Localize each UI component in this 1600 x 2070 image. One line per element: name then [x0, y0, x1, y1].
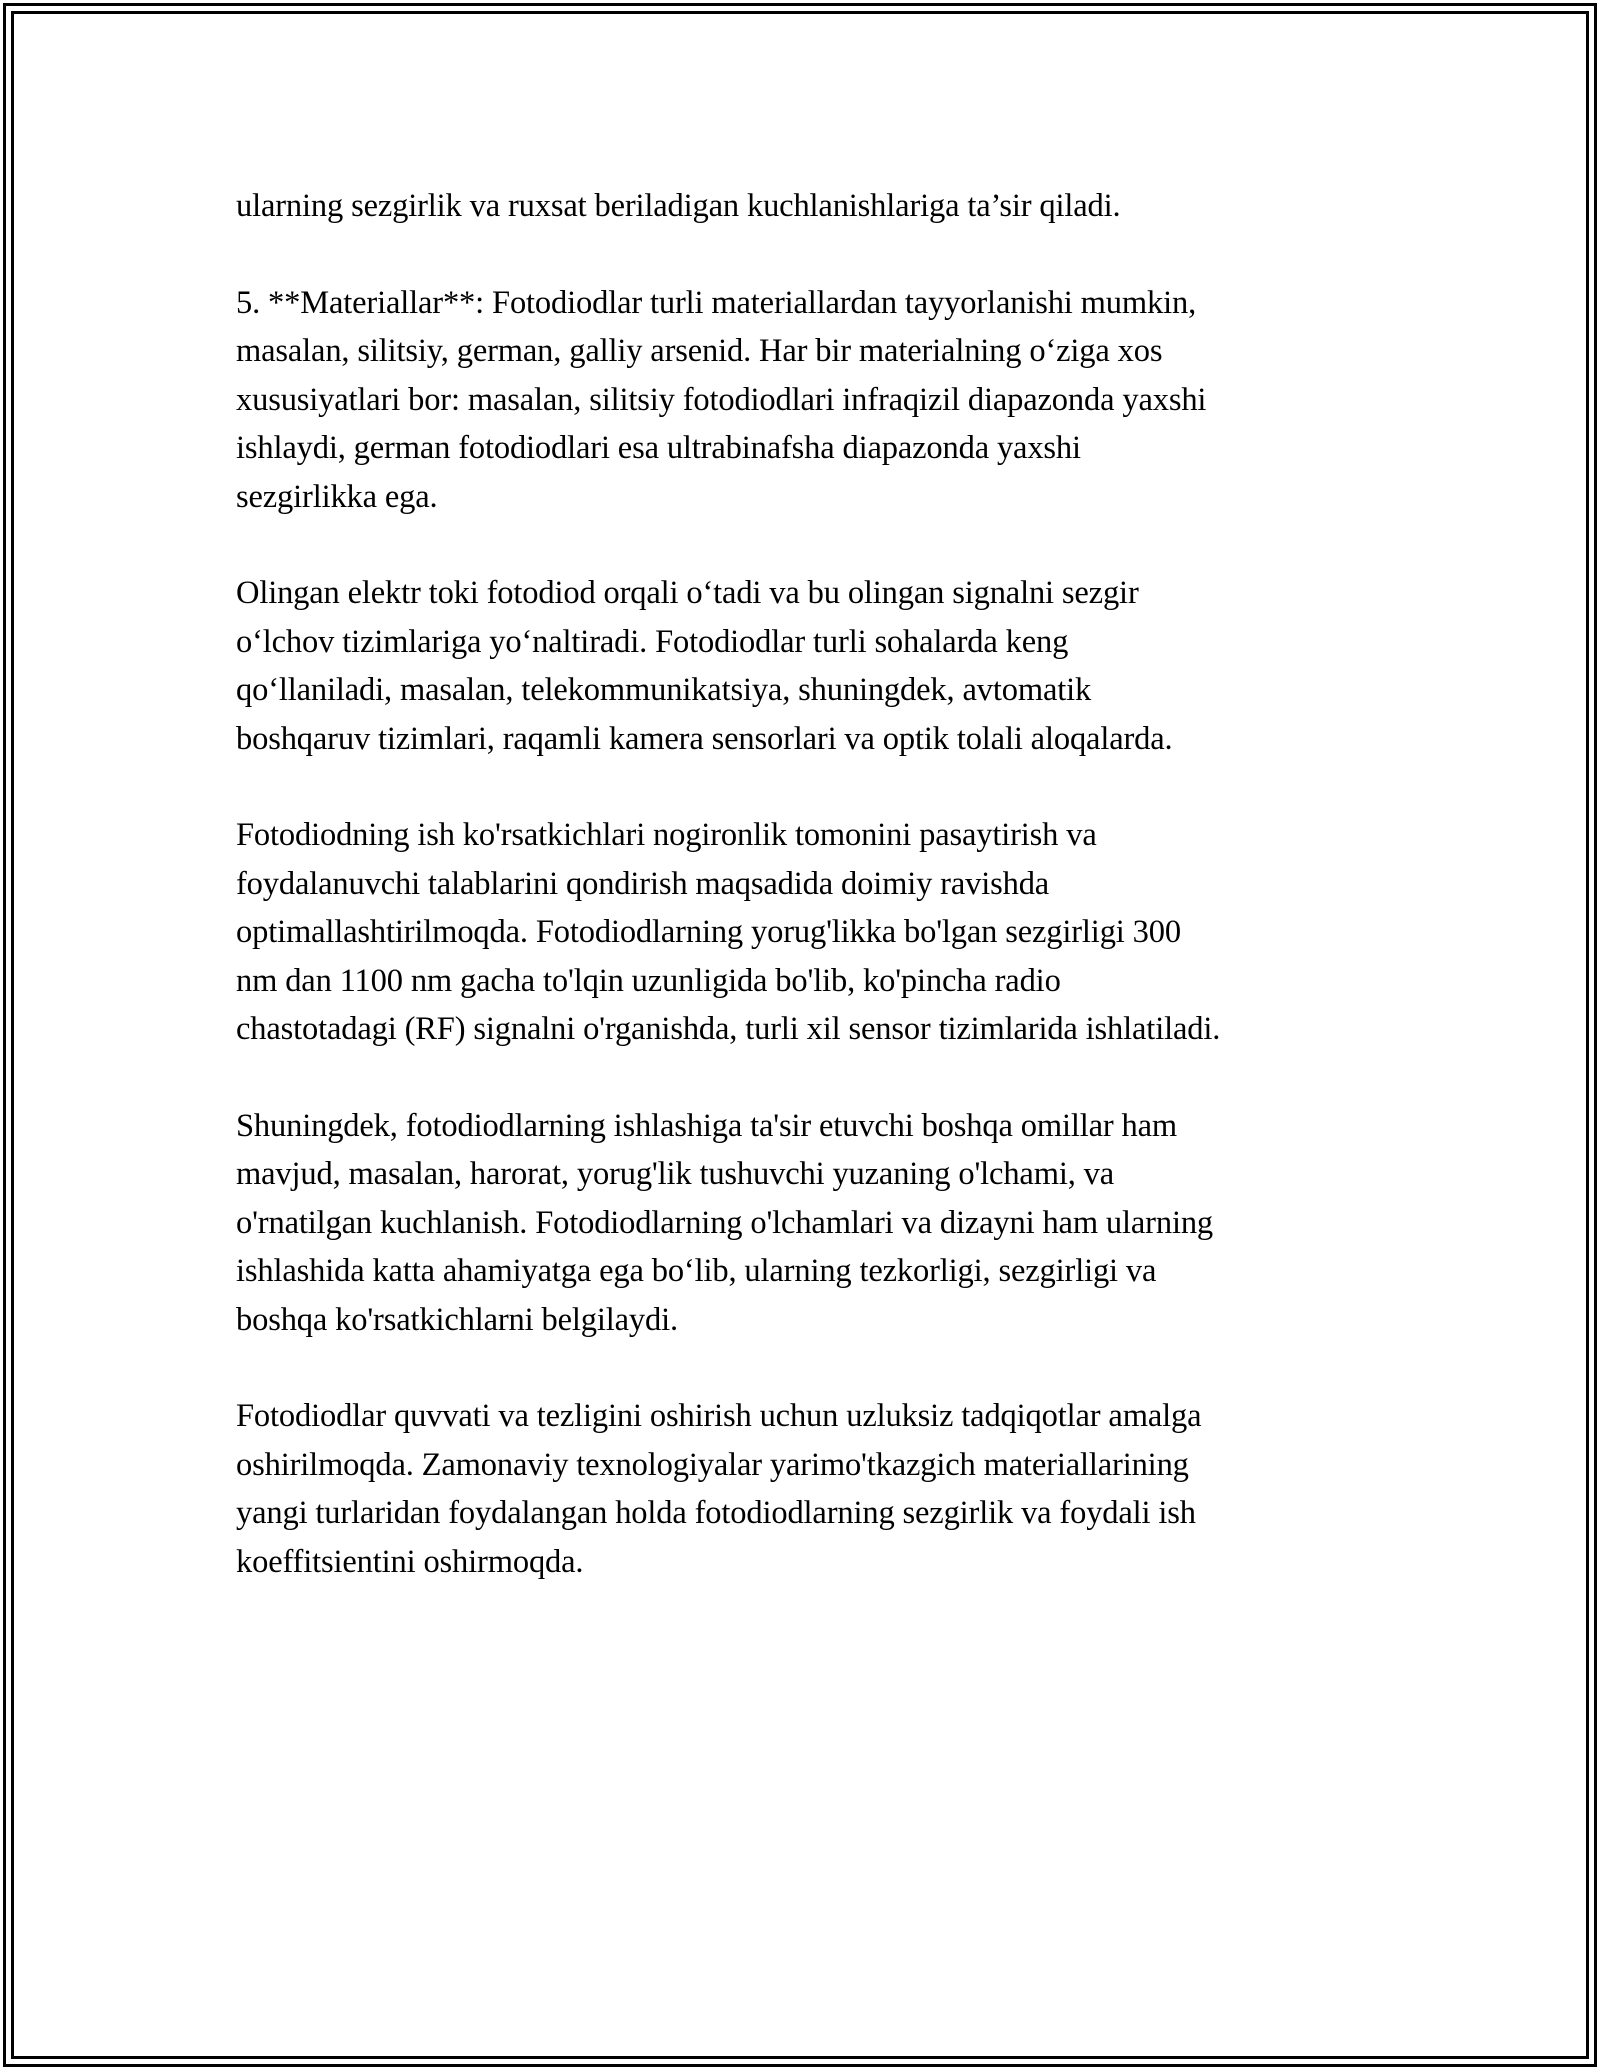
paragraph-other-factors: Shuningdek, fotodiodlarning ishlashiga ta'sir etuvchi boshqa omillar ham mavjud, masalan, harorat, yorug'lik tushuvchi yuzaning o'lchami, va o'rnatilgan kuchlanish. Fotodiodlarning o'lchamlari va dizayni ham ularning ishlashida katta ahamiyatga ega bo‘lib, ularning tezkorligi, sezgirligi va boshqa ko'rsatkichlarni belgilaydi.	[236, 1107, 1214, 1338]
document-body	[236, 182, 1366, 1634]
paragraph-continuation: ularning sezgirlik va ruxsat beriladigan kuchlanishlariga ta’sir qiladi.	[236, 188, 1121, 224]
paragraph-performance: Fotodiodning ish ko'rsatkichlari nogironlik tomonini pasaytirish va foydalanuvchi talablarini qondirish maqsadida doimiy ravishda optimallashtirilmoqda. Fotodiodlarning yorug'likka bo'lgan sezgirligi 300 nm dan 1100 nm gacha to'lqin uzunligida bo'lib, ko'pincha radio chastotadagi (RF) signalni o'rganishda, turli xil sensor tizimlarida ishlatiladi.	[236, 817, 1221, 1047]
paragraph-research: Fotodiodlar quvvati va tezligini oshirish uchun uzluksiz tadqiqotlar amalga oshirilmoqda. Zamonaviy texnologiyalar yarimo'tkazgich materiallarining yangi turlaridan foydalangan holda fotodiodlarning sezgirlik va foydali ish koeffitsientini oshirmoqda.	[236, 1398, 1202, 1580]
paragraph-electric-current: Olingan elektr toki fotodiod orqali o‘tadi va bu olingan signalni sezgir o‘lchov tizimlariga yo‘naltiradi. Fotodiodlar turli sohalarda keng qo‘llaniladi, masalan, telekommunikatsiya, shuningdek, avtomatik boshqaruv tizimlari, raqamli kamera sensorlari va optik tolali aloqalarda.	[236, 575, 1173, 757]
paragraph-materials: 5. **Materiallar**: Fotodiodlar turli materiallardan tayyorlanishi mumkin, masalan, silitsiy, german, galliy arsenid. Har bir materialning o‘ziga xos xususiyatlari bor: masalan, silitsiy fotodiodlari infraqizil diapazonda yaxshi ishlaydi, german fotodiodlari esa ultrabinafsha diapazonda yaxshi sezgirlikka ega.	[236, 284, 1207, 515]
